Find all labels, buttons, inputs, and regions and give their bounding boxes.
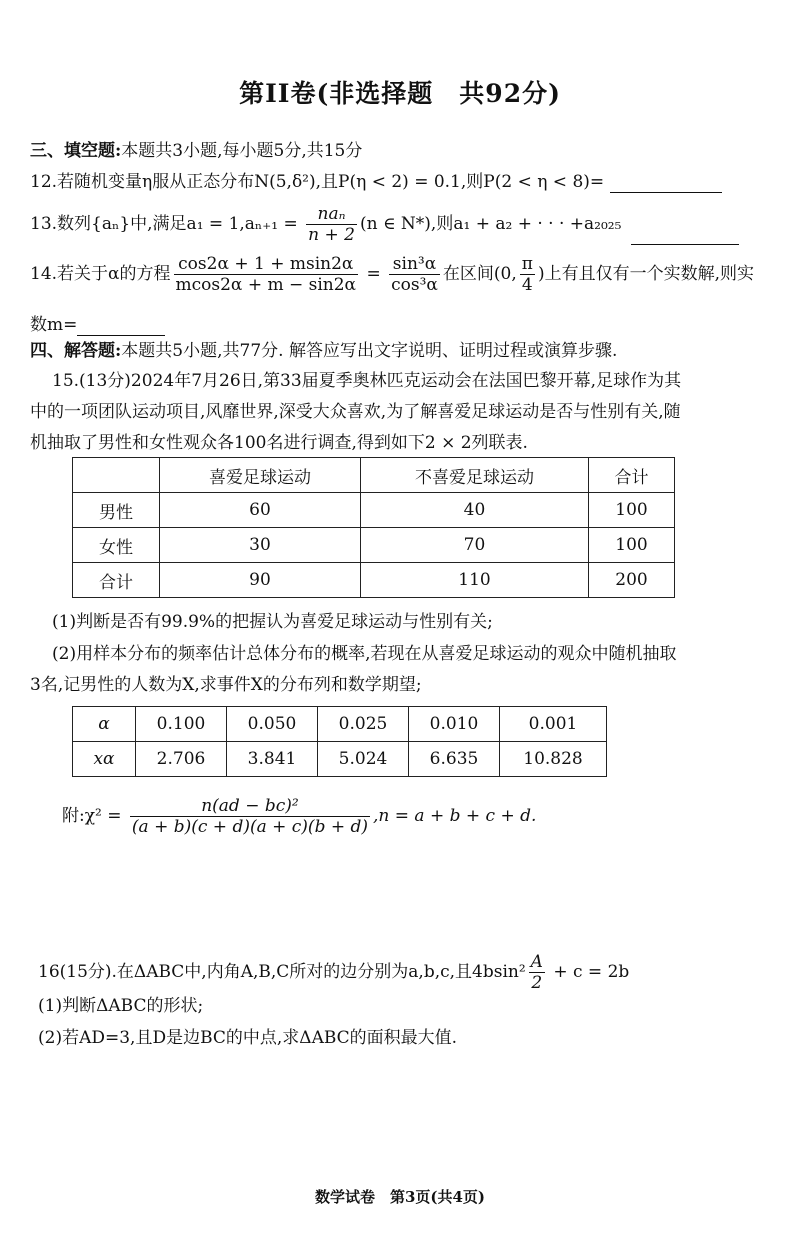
table-cell: 100	[589, 528, 675, 563]
table-cell: 90	[160, 563, 361, 598]
table-cell: 70	[361, 528, 589, 563]
q12-text: 12.若随机变量η服从正态分布N(5,δ²),且P(η < 2) = 0.1,则P(2 < η < 8)=	[30, 172, 610, 192]
table-cell: 男性	[73, 493, 160, 528]
table-cell: 100	[589, 493, 675, 528]
chi-square-formula	[62, 796, 536, 837]
q14-equals: =	[361, 264, 387, 284]
section-4-heading	[30, 340, 617, 362]
table-row	[73, 707, 607, 742]
q13-answer-blank	[631, 228, 739, 245]
table-row	[73, 528, 675, 563]
table-cell: 合计	[73, 563, 160, 598]
q13-fraction	[306, 204, 357, 245]
table-header-cell	[73, 458, 160, 493]
table-cell: 60	[160, 493, 361, 528]
page-title: 第II卷(非选择题 共92分)	[239, 79, 561, 108]
table-header-cell: 不喜爱足球运动	[361, 458, 589, 493]
q12-answer-blank	[610, 176, 722, 193]
table-cell: 110	[361, 563, 589, 598]
contingency-table	[72, 457, 675, 598]
table-header-cell: 喜爱足球运动	[160, 458, 361, 493]
question-14	[30, 254, 754, 295]
q14-fraction-left	[174, 254, 359, 295]
q14-suffix: )上有且仅有一个实数解,则实	[537, 264, 754, 284]
table-row	[73, 742, 607, 777]
page-footer: 数学试卷 第3页(共4页)	[314, 1188, 486, 1206]
table-row	[73, 493, 675, 528]
table-cell: 女性	[73, 528, 160, 563]
q14-prefix: 14.若关于α的方程	[30, 264, 171, 284]
q14-pi-den: 4	[521, 275, 533, 295]
q15-para-2: 中的一项团队运动项目,风靡世界,深受大众喜欢,为了解喜爱足球运动是否与性别有关,随	[30, 402, 681, 422]
q16-sub-2: (2)若AD=3,且D是边BC的中点,求ΔABC的面积最大值.	[38, 1028, 458, 1048]
q16-suffix: + c = 2b	[547, 962, 630, 982]
formula-den: (a + b)(c + d)(a + c)(b + d)	[131, 817, 369, 837]
table-header-cell: 合计	[589, 458, 675, 493]
table-cell: 2.706	[136, 742, 227, 777]
formula-fraction	[130, 796, 370, 837]
q16-frac-den: 2	[531, 973, 543, 993]
table-cell: 0.025	[318, 707, 409, 742]
question-16	[38, 952, 629, 993]
table-cell: 0.001	[500, 707, 607, 742]
q14-answer-blank	[77, 319, 165, 336]
q14-frac1-num: cos2α + 1 + msin2α	[174, 254, 359, 275]
q15-sub-2b: 3名,记男性的人数为X,求事件X的分布列和数学期望;	[30, 675, 422, 695]
q16-fraction	[529, 952, 545, 993]
q13-prefix: 13.数列{aₙ}中,满足a₁ = 1,aₙ₊₁ =	[30, 214, 304, 234]
x-alpha-label: xα	[73, 742, 136, 777]
alpha-label: α	[73, 707, 136, 742]
question-12	[30, 171, 722, 193]
table-cell: 0.100	[136, 707, 227, 742]
q13-frac-num: naₙ	[306, 204, 357, 225]
q15-sub-1: (1)判断是否有99.9%的把握认为喜爱足球运动与性别有关;	[52, 612, 493, 632]
table-cell: 30	[160, 528, 361, 563]
formula-num: n(ad − bc)²	[130, 796, 370, 817]
table-cell: 40	[361, 493, 589, 528]
q13-frac-den: n + 2	[308, 225, 355, 245]
q14-pi-num: π	[521, 254, 533, 274]
formula-suffix: ,n = a + b + c + d.	[373, 806, 537, 826]
section-3-heading	[30, 140, 362, 162]
critical-value-table	[72, 706, 607, 777]
q14-frac2-num: sin³α	[389, 254, 440, 275]
table-cell: 200	[589, 563, 675, 598]
q14-pi-fraction	[520, 254, 535, 295]
q15-sub-2a: (2)用样本分布的频率估计总体分布的概率,若现在从喜爱足球运动的观众中随机抽取	[52, 644, 677, 664]
table-cell: 10.828	[500, 742, 607, 777]
q14-mid: 在区间(0,	[442, 264, 517, 284]
q16-frac-num: A	[530, 952, 543, 972]
table-cell: 5.024	[318, 742, 409, 777]
table-cell: 0.050	[227, 707, 318, 742]
q14-line2: 数m=	[30, 315, 78, 335]
q13-suffix: (n ∈ N*),则a₁ + a₂ + · · · +a₂₀₂₅	[359, 214, 622, 234]
q16-prefix: 16(15分).在ΔABC中,内角A,B,C所对的边分别为a,b,c,且4bsin²	[38, 962, 526, 982]
table-cell: 0.010	[409, 707, 500, 742]
q14-fraction-right	[389, 254, 440, 295]
q15-para-3: 机抽取了男性和女性观众各100名进行调查,得到如下2 × 2列联表.	[30, 433, 528, 453]
question-13	[30, 204, 739, 245]
q15-para-1: 15.(13分)2024年7月26日,第33届夏季奥林匹克运动会在法国巴黎开幕,足球作为其	[52, 371, 682, 391]
table-cell: 3.841	[227, 742, 318, 777]
q16-sub-1: (1)判断ΔABC的形状;	[38, 996, 204, 1016]
question-14-line-2	[30, 314, 165, 336]
q14-frac1-den: mcos2α + m − sin2α	[175, 275, 357, 295]
section-3-desc: 本题共3小题,每小题5分,共15分	[121, 141, 363, 161]
table-cell: 6.635	[409, 742, 500, 777]
q14-frac2-den: cos³α	[391, 275, 438, 295]
section-3-label: 三、填空题:	[30, 141, 122, 161]
table-header-row	[73, 458, 675, 493]
section-4-label: 四、解答题:	[30, 341, 122, 361]
formula-prefix: 附:χ² =	[62, 806, 127, 826]
section-4-desc: 本题共5小题,共77分. 解答应写出文字说明、证明过程或演算步骤.	[121, 341, 618, 361]
table-row	[73, 563, 675, 598]
